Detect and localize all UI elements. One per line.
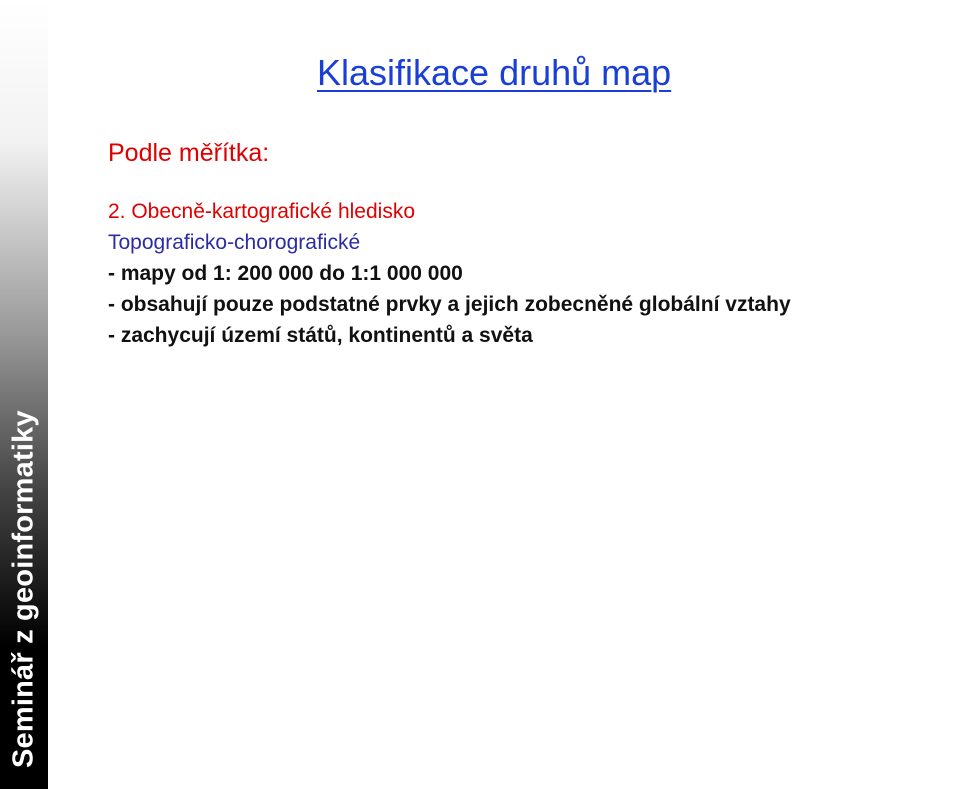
slide-subtitle: Podle měřítka: [108,139,270,167]
side-bar-label: Seminář z geoinformatiky [7,410,40,768]
slide-content [108,196,958,351]
subsection-heading: Topograficko-chorografické [108,231,361,254]
bullet-content-elements: - obsahují pouze podstatné prvky a jejich zobecněné globální vztahy [108,293,791,316]
side-bar [0,0,48,789]
section-heading: 2. Obecně-kartografické hledisko [108,200,415,223]
bullet-coverage: - zachycují území států, kontinentů a světa [108,324,533,347]
bullet-scale-range: - mapy od 1: 200 000 do 1:1 000 000 [108,262,463,285]
slide-title: Klasifikace druhů map [317,52,672,93]
